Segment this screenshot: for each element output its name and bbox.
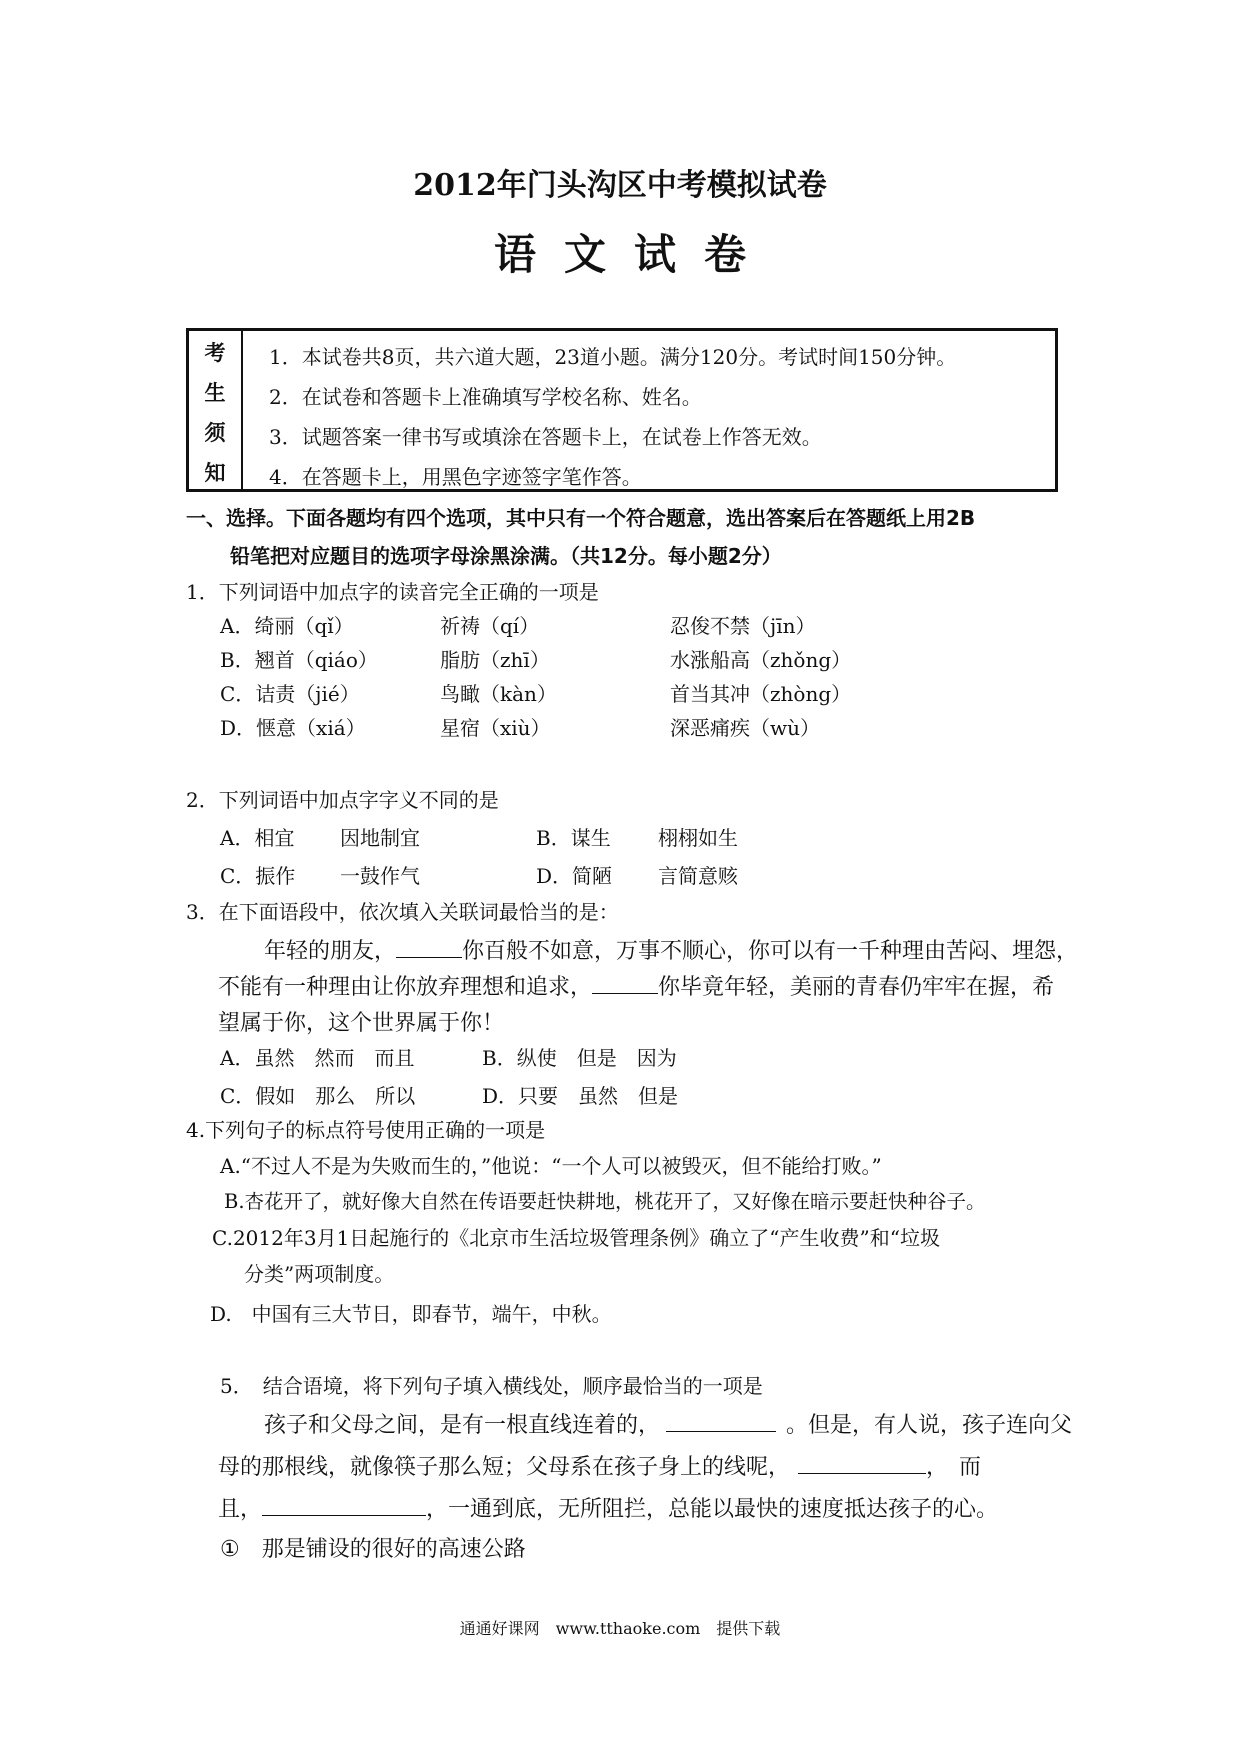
q4-option-a: A.“不过人不是为失败而生的，”他说：“一个人可以被毁灭，但不能给打败。” (220, 1154, 882, 1178)
q1-option: D．惬意（xiá） (220, 716, 366, 740)
q5-passage-line (218, 1492, 998, 1523)
q1-option: 祈祷（qí） (440, 614, 540, 638)
passage-text: 且， (218, 1497, 263, 1522)
page-footer: 通通好课网 www.tthaoke.com 提供下载 (459, 1619, 781, 1638)
notice-label (189, 331, 243, 489)
q2-option: 栩栩如生 (658, 826, 738, 850)
q3-option: B．纵使 但是 因为 (482, 1046, 677, 1070)
section-heading: 一、选择。下面各题均有四个选项，其中只有一个符合题意，选出答案后在答题纸上用2B (186, 506, 976, 530)
q3-passage-line (264, 934, 1078, 965)
notice-item: 3．试题答案一律书写或填涂在答题卡上，在试卷上作答无效。 (269, 425, 822, 449)
notice-item: 1．本试卷共8页，共六道大题，23道小题。满分120分。考试时间150分钟。 (269, 345, 957, 369)
q4-option-b: B.杏花开了，就好像大自然在传语要赶快耕地，桃花开了，又好像在暗示要赶快种谷子。 (224, 1190, 986, 1213)
q4-option-d: D. 中国有三大节日，即春节，端午，中秋。 (210, 1302, 612, 1326)
notice-item: 4．在答题卡上，用黑色字迹签字笔作答。 (269, 465, 642, 489)
q1-option: 水涨船高（zhǒng） (670, 648, 852, 672)
question-3-stem: 3．在下面语段中，依次填入关联词最恰当的是： (186, 900, 619, 924)
notice-item: 2．在试卷和答题卡上准确填写学校名称、姓名。 (269, 385, 702, 409)
q4-option-c: C.2012年3月1日起施行的《北京市生活垃圾管理条例》确立了“产生收费”和“垃圾 (212, 1226, 940, 1250)
passage-text: 年轻的朋友， (264, 939, 397, 964)
q1-option: 首当其冲（zhòng） (670, 682, 852, 706)
answer-blank (798, 1453, 926, 1474)
question-1-stem: 1．下列词语中加点字的读音完全正确的一项是 (186, 580, 599, 604)
notice-label-char: 知 (204, 461, 226, 485)
q3-passage-line: 望属于你，这个世界属于你！ (218, 1011, 505, 1036)
q5-option-1: ① 那是铺设的很好的高速公路 (220, 1537, 526, 1562)
notice-label-char: 生 (204, 381, 226, 405)
section-heading-cont: 铅笔把对应题目的选项字母涂黑涂满。（共12分。每小题2分） (230, 544, 782, 568)
passage-text: 你百般不如意，万事不顺心，你可以有一千种理由苦闷、埋怨， (462, 939, 1079, 964)
passage-text: 母的那根线，就像筷子那么短；父母系在孩子身上的线呢， (218, 1455, 791, 1480)
q2-option: 因地制宜 (340, 826, 420, 850)
answer-blank (396, 937, 462, 958)
q4-option-c-cont: 分类”两项制度。 (244, 1262, 395, 1286)
question-5-stem: 5． 结合语境，将下列句子填入横线处，顺序最恰当的一项是 (220, 1374, 763, 1398)
q1-option: B．翘首（qiáo） (220, 648, 378, 672)
q3-option: A．虽然 然而 而且 (220, 1046, 415, 1070)
notice-label-char: 须 (204, 421, 226, 445)
q1-option: 深恶痛疾（wù） (670, 716, 820, 740)
q1-option: A．绮丽（qǐ） (220, 614, 354, 638)
q2-option: 言简意赅 (658, 864, 738, 888)
passage-text: 不能有一种理由让你放弃理想和追求， (218, 975, 593, 1000)
page-title: 2012年门头沟区中考模拟试卷 (413, 168, 827, 203)
passage-text: 孩子和父母之间，是有一根直线连着的， (264, 1413, 661, 1438)
answer-blank (262, 1495, 426, 1516)
answer-blank (592, 973, 658, 994)
q5-passage-line (264, 1408, 1072, 1439)
q1-option: 星宿（xiù） (440, 716, 551, 740)
exam-notice-box (186, 328, 1058, 492)
q3-option: C．假如 那么 所以 (220, 1084, 416, 1108)
passage-text: 你毕竟年轻，美丽的青春仍牢牢在握，希 (658, 975, 1055, 1000)
question-4-stem: 4.下列句子的标点符号使用正确的一项是 (186, 1118, 546, 1142)
passage-text: ， 而 (926, 1455, 982, 1480)
q3-passage-line (218, 970, 1054, 1001)
question-2-stem: 2．下列词语中加点字字义不同的是 (186, 788, 499, 812)
q1-option: C．诘责（jié） (220, 682, 360, 706)
q2-option: C．振作 (220, 864, 296, 888)
q5-passage-line (218, 1450, 981, 1481)
q2-option: A．相宜 (220, 826, 295, 850)
q3-option: D．只要 虽然 但是 (482, 1084, 679, 1108)
page-subtitle: 语文试卷 (493, 230, 774, 279)
passage-text: ，一通到底，无所阻拦，总能以最快的速度抵达孩子的心。 (426, 1497, 999, 1522)
q2-option: 一鼓作气 (340, 864, 420, 888)
notice-label-char: 考 (204, 341, 226, 365)
passage-text: 。但是，有人说，孩子连向父 (786, 1413, 1073, 1438)
q1-option: 鸟瞰（kàn） (440, 682, 557, 706)
answer-blank (666, 1411, 776, 1432)
q2-option: B．谋生 (536, 826, 611, 850)
q1-option: 忍俊不禁（jīn） (670, 614, 816, 638)
q1-option: 脂肪（zhī） (440, 648, 550, 672)
q2-option: D．简陋 (536, 864, 613, 888)
